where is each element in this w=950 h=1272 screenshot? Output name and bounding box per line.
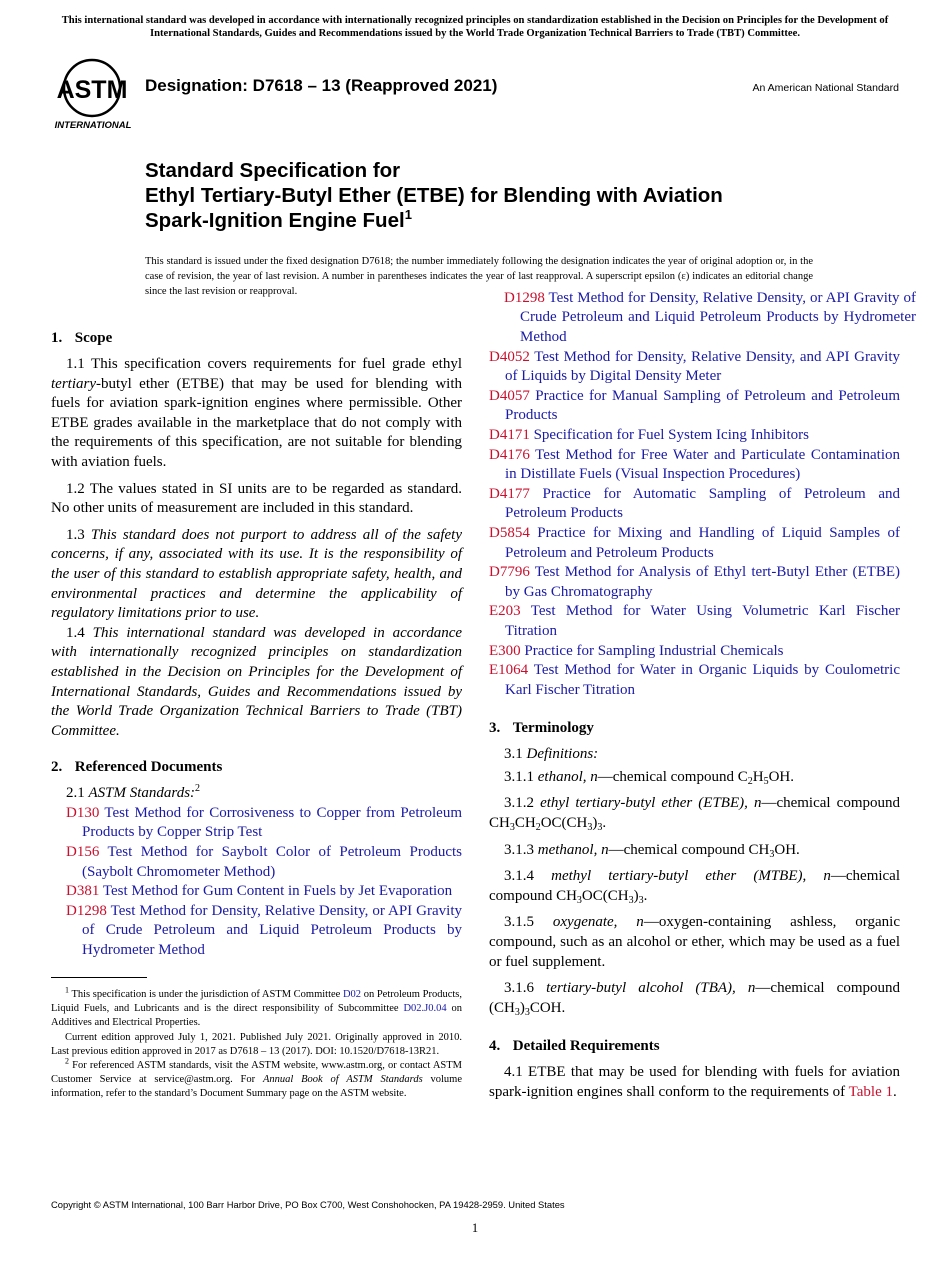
subcommittee-link[interactable]: D02.J0.04 bbox=[403, 1003, 447, 1015]
subscript: 3 bbox=[509, 822, 515, 834]
para-1-3-num: 1.3 bbox=[66, 526, 91, 543]
def-term: ethyl tertiary-butyl ether (ETBE), n bbox=[540, 795, 762, 812]
para-1-4-num: 1.4 bbox=[66, 624, 93, 641]
subscript: 3 bbox=[769, 848, 775, 860]
ref-code[interactable]: D4177 bbox=[489, 485, 530, 502]
section-4-heading bbox=[489, 1036, 900, 1056]
ref-title[interactable]: Specification for Fuel System Icing Inhibitors bbox=[533, 426, 809, 443]
footnote-italic: Annual Book of ASTM Standards bbox=[262, 1074, 423, 1086]
reference-item[interactable] bbox=[489, 524, 900, 563]
reference-item[interactable] bbox=[66, 882, 462, 902]
para-4-1-end: . bbox=[893, 1084, 897, 1100]
ref-title[interactable]: Test Method for Density, Relative Density, and API Gravity of Liquids by Digital Density Meter bbox=[505, 348, 900, 385]
left-column bbox=[51, 328, 463, 959]
reference-item[interactable] bbox=[489, 642, 900, 662]
section-2-number: 2. bbox=[51, 759, 63, 776]
ref-title[interactable]: Test Method for Gum Content in Fuels by Jet Evaporation bbox=[102, 883, 453, 900]
reference-list-right bbox=[504, 289, 916, 348]
definition-3-1-1 bbox=[489, 768, 900, 788]
reference-item[interactable] bbox=[489, 661, 900, 700]
section-3-title: Terminology bbox=[512, 720, 594, 737]
definition-3-1-5 bbox=[489, 913, 900, 972]
para-1-4 bbox=[51, 624, 462, 742]
subscript: 3 bbox=[587, 822, 593, 834]
footnote-text: For referenced ASTM standards, visit the ASTM website, www.astm.org, or contact ASTM Customer Service at service@astm.org. For bbox=[51, 1060, 462, 1086]
ref-title[interactable]: Practice for Sampling Industrial Chemicals bbox=[524, 642, 784, 659]
para-3-1-num: 3.1 bbox=[504, 746, 527, 763]
footnote-text: This specification is under the jurisdiction of ASTM Committee bbox=[69, 989, 343, 1000]
def-text: —chemical compound CH bbox=[489, 795, 900, 832]
top-notice: This international standard was developed in accordance with internationally recognized principles on standardization established in the Decision on Principles for the Development of International Standards, Guides and Recommendations issued by the World Trade Organization Technical Barriers to Trade (TBT) Committee. bbox=[61, 15, 889, 39]
section-4-number: 4. bbox=[489, 1038, 501, 1055]
title-line-2: Ethyl Tertiary-Butyl Ether (ETBE) for Blending with Aviation bbox=[145, 184, 723, 207]
subscript: 3 bbox=[576, 894, 582, 906]
def-text: —oxygen-containing ashless, organic compound, such as an alcohol or ether, which may be used as a fuel or fuel supplement. bbox=[489, 914, 900, 970]
def-text: —chemical compound CH bbox=[608, 841, 770, 858]
reference-item[interactable] bbox=[66, 804, 462, 843]
ref-code[interactable]: E300 bbox=[489, 642, 521, 659]
para-2-1 bbox=[51, 784, 462, 804]
footnote-1-mark: 1 bbox=[65, 985, 69, 995]
para-2-1-num: 2.1 bbox=[66, 785, 89, 802]
table-1-link[interactable]: Table 1 bbox=[848, 1084, 894, 1100]
def-term: ethanol, n bbox=[537, 768, 598, 785]
def-num: 3.1.1 bbox=[504, 768, 538, 785]
footnote-text: on Additives and Electrical Properties. bbox=[51, 1003, 463, 1029]
reference-item[interactable] bbox=[66, 902, 462, 959]
def-text: OC(CH bbox=[581, 887, 629, 904]
section-2-title: Referenced Documents bbox=[74, 759, 223, 776]
footnote-2-mark: 2 bbox=[65, 1056, 69, 1066]
def-term: methanol, n bbox=[537, 841, 609, 858]
ref-title[interactable]: Test Method for Density, Relative Density, or API Gravity of Crude Petroleum and Liquid Petroleum Products by Hydrometer Method bbox=[82, 902, 462, 959]
reference-item[interactable] bbox=[489, 348, 900, 387]
def-text: ) bbox=[519, 999, 525, 1016]
reference-list-left bbox=[66, 804, 462, 959]
ref-title[interactable]: Test Method for Water in Organic Liquids by Coulometric Karl Fischer Titration bbox=[505, 662, 900, 698]
footnotes bbox=[51, 985, 463, 1102]
title-line-1: Standard Specification for bbox=[145, 159, 401, 182]
def-text: H bbox=[752, 768, 764, 785]
footnote-2 bbox=[51, 1056, 462, 1102]
ref-code[interactable]: D4176 bbox=[489, 446, 530, 463]
reference-item[interactable] bbox=[489, 426, 900, 446]
designation: Designation: D7618 – 13 (Reapproved 2021) bbox=[145, 76, 498, 95]
def-text: —chemical compound (CH bbox=[489, 980, 900, 1016]
def-num: 3.1.5 bbox=[504, 914, 553, 931]
section-3-number: 3. bbox=[489, 720, 501, 737]
committee-link[interactable]: D02 bbox=[342, 989, 362, 1000]
ref-code[interactable]: D381 bbox=[66, 883, 100, 900]
ref-code[interactable]: D156 bbox=[66, 844, 100, 861]
ref-title[interactable]: Test Method for Saybolt Color of Petroleum Products (Saybolt Chromometer Method) bbox=[82, 844, 462, 880]
ref-code[interactable]: D4052 bbox=[489, 348, 530, 365]
ref-title[interactable]: Test Method for Density, Relative Density, or API Gravity of Crude Petroleum and Liquid Petroleum Products by Hydrometer Method bbox=[520, 289, 916, 345]
section-2-heading bbox=[51, 757, 462, 777]
section-4-title: Detailed Requirements bbox=[512, 1038, 660, 1055]
ref-code[interactable]: D130 bbox=[66, 804, 100, 821]
ref-code[interactable]: E1064 bbox=[489, 662, 529, 679]
subscript: 3 bbox=[628, 894, 634, 906]
def-text: OH. bbox=[768, 768, 794, 785]
para-1-1-a: 1.1 This specification covers requirements for fuel grade ethyl bbox=[66, 356, 462, 372]
para-2-1-footnote-mark: 2 bbox=[195, 783, 201, 795]
para-3-1 bbox=[489, 745, 900, 765]
ref-title[interactable]: Test Method for Water Using Volumetric Karl Fischer Titration bbox=[505, 603, 900, 639]
def-num: 3.1.2 bbox=[504, 795, 541, 812]
def-term: methyl tertiary-butyl ether (MTBE), n bbox=[551, 868, 831, 885]
def-text: . bbox=[643, 887, 648, 904]
def-term: oxygenate, n bbox=[552, 914, 644, 931]
subscript: 3 bbox=[597, 822, 603, 834]
reference-item[interactable] bbox=[489, 563, 900, 602]
ref-code[interactable]: D1298 bbox=[504, 289, 545, 306]
ref-title[interactable]: Practice for Automatic Sampling of Petroleum and Petroleum Products bbox=[505, 485, 900, 522]
section-1-number: 1. bbox=[51, 330, 63, 346]
page-title bbox=[145, 158, 723, 233]
ref-title[interactable]: Test Method for Corrosiveness to Copper from Petroleum Products by Copper Strip Test bbox=[82, 804, 462, 841]
para-1-4-text: This international standard was developed in accordance with internationally recognized principles on standardization established in the Decision on Principles for the Development of International Standards, Guides and Recommendations issued by the World Trade Organization Technical Barriers to Trade (TBT) Committee. bbox=[51, 624, 463, 739]
edition-note: Current edition approved July 1, 2021. Published July 2021. Originally approved in 2010. Last previous edition approved in 2017 as D7618 – 13 (2017). DOI: 10.1520/D7618-13R21. bbox=[51, 1031, 462, 1057]
astm-logo bbox=[52, 56, 134, 132]
subscript: 3 bbox=[638, 894, 644, 906]
footnote-text: on Petroleum Products, Liquid Fuels, and Lubricants and is the direct responsibility of Subcommittee bbox=[51, 989, 462, 1015]
def-text: . bbox=[602, 815, 607, 832]
ref-code[interactable]: D4057 bbox=[489, 387, 530, 404]
subscript: 2 bbox=[747, 775, 753, 787]
para-1-2: 1.2 The values stated in SI units are to be regarded as standard. No other units of measurement are included in this standard. bbox=[51, 480, 462, 517]
definition-3-1-3 bbox=[489, 841, 900, 861]
title-line-3 bbox=[145, 208, 723, 233]
american-national-standard: An American National Standard bbox=[752, 82, 899, 94]
copyright: Copyright © ASTM International, 100 Barr Harbor Drive, PO Box C700, West Conshohocken, PA 19428-2959. United States bbox=[51, 1199, 565, 1210]
para-1-1-b: tertiary bbox=[51, 375, 96, 392]
ref-code[interactable]: D4171 bbox=[489, 426, 530, 443]
section-3-heading bbox=[489, 718, 900, 738]
definition-3-1-2 bbox=[489, 794, 900, 833]
definition-3-1-6 bbox=[489, 979, 900, 1018]
footnote-divider bbox=[51, 977, 147, 978]
reference-item-continued[interactable] bbox=[504, 289, 916, 348]
para-3-1-text: Definitions: bbox=[526, 746, 599, 763]
page-number: 1 bbox=[471, 1221, 479, 1235]
para-1-1 bbox=[51, 355, 462, 473]
ref-code[interactable]: E203 bbox=[489, 603, 521, 620]
astm-logo-subtext: INTERNATIONAL bbox=[54, 120, 132, 131]
def-text: —chemical compound C bbox=[597, 768, 748, 785]
subscript: 2 bbox=[535, 822, 541, 834]
ref-code[interactable]: D7796 bbox=[489, 564, 530, 581]
para-1-1-c: -butyl ether (ETBE) that may be used for blending with fuels for aviation spark-ignition engines where permissible. Other ETBE grades available in the marketplace that do not comply with the requirements of this specification, are not suitable for blending with aviation fuels. bbox=[51, 375, 462, 470]
para-4-1-text: 4.1 ETBE that may be used for blending with fuels for aviation spark-ignition engines shall conform to the requirements of bbox=[489, 1064, 900, 1100]
reference-item[interactable] bbox=[489, 485, 900, 524]
ref-title[interactable]: Test Method for Analysis of Ethyl tert-Butyl Ether (ETBE) by Gas Chromatography bbox=[505, 564, 900, 600]
def-text: ) bbox=[633, 887, 639, 904]
ref-title[interactable]: Practice for Mixing and Handling of Liquid Samples of Petroleum and Petroleum Products bbox=[505, 524, 900, 561]
para-1-3-text: This standard does not purport to address all of the safety concerns, if any, associated with its use. It is the responsibility of the user of this standard to establish appropriate safety, health, and environmental practices and determine the applicability of regulatory limitations prior to use. bbox=[51, 526, 463, 622]
subscript: 5 bbox=[763, 775, 769, 787]
def-num: 3.1.6 bbox=[504, 980, 547, 997]
reference-item[interactable] bbox=[66, 843, 462, 882]
def-num: 3.1.3 bbox=[504, 841, 538, 858]
para-2-1-text: ASTM Standards: bbox=[88, 785, 196, 802]
footnote-1 bbox=[51, 985, 463, 1031]
reference-item[interactable] bbox=[489, 387, 900, 426]
def-text: ) bbox=[592, 815, 598, 832]
right-column bbox=[489, 289, 916, 1103]
def-text: OH. bbox=[774, 841, 800, 858]
title-line-3-text: Spark-Ignition Engine Fuel bbox=[145, 209, 405, 232]
section-1-title: Scope bbox=[74, 330, 113, 346]
ref-title[interactable]: Practice for Manual Sampling of Petroleum and Petroleum Products bbox=[505, 387, 900, 424]
def-num: 3.1.4 bbox=[504, 868, 552, 885]
def-text: CH bbox=[514, 815, 536, 832]
astm-logo-text: ASTM bbox=[56, 76, 128, 104]
section-1-heading bbox=[51, 328, 462, 348]
ref-title[interactable]: Test Method for Free Water and Particulate Contamination in Distillate Fuels (Visual Inspection Procedures) bbox=[505, 446, 901, 483]
reference-item-continuation[interactable] bbox=[504, 289, 916, 348]
para-1-3 bbox=[51, 526, 462, 624]
footnote-text: volume information, refer to the standard’s Document Summary page on the ASTM website. bbox=[51, 1074, 462, 1100]
def-term: tertiary-butyl alcohol (TBA), n bbox=[546, 980, 756, 997]
subscript: 3 bbox=[514, 1006, 520, 1018]
def-text: OC(CH bbox=[540, 815, 588, 832]
reference-item[interactable] bbox=[489, 602, 900, 641]
reference-item[interactable] bbox=[489, 446, 900, 485]
subscript: 3 bbox=[524, 1006, 530, 1018]
def-text: —chemical compound CH bbox=[489, 868, 901, 904]
issuance-note: This standard is issued under the fixed designation D7618; the number immediately following the designation indicates the year of original adoption or, in the case of revision, the year of last revision. A number in parentheses indicates the year of last reapproval. A superscript epsilon (ε) indicates an editorial change since the last revision or reapproval. bbox=[145, 256, 813, 297]
ref-code[interactable]: D1298 bbox=[66, 902, 107, 919]
ref-code[interactable]: D5854 bbox=[489, 524, 530, 541]
para-4-1 bbox=[489, 1063, 900, 1102]
title-footnote-mark: 1 bbox=[404, 207, 412, 223]
definition-3-1-4 bbox=[489, 867, 900, 906]
def-text: COH. bbox=[529, 999, 566, 1016]
